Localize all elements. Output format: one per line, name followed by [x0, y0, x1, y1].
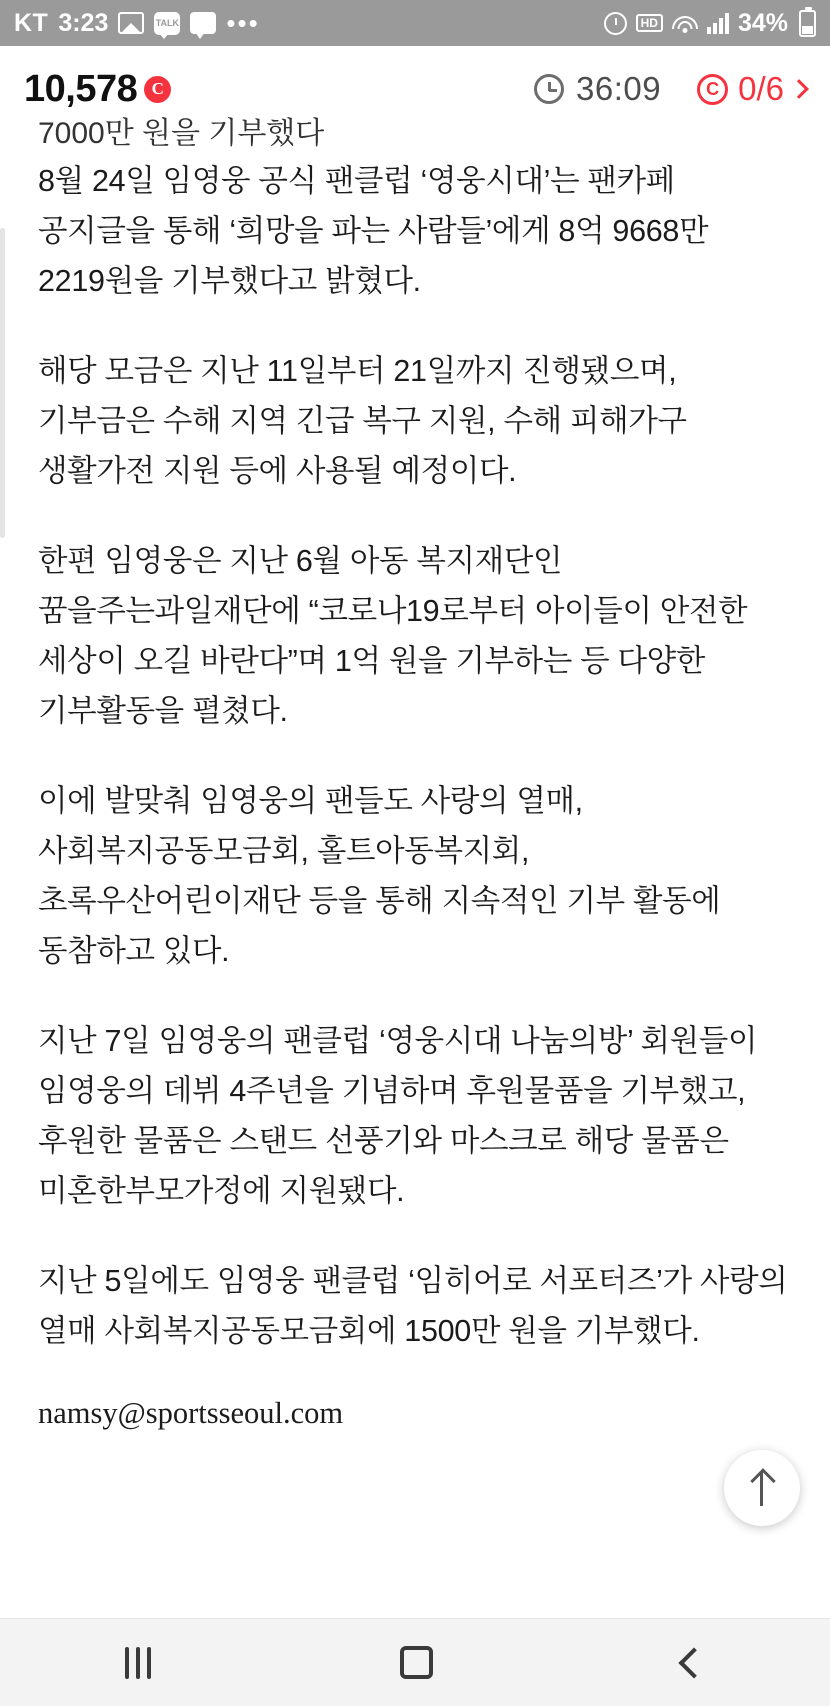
article-paragraph: 지난 7일 임영웅의 팬클럽 ‘영웅시대 나눔의방’ 회원들이 임영웅의 데뷔 4주년을 기념하며 후원물품을 기부했고, 후원한 물품은 스탠드 선풍기와 마스크로 해당 물품은 미혼한부모가정에 지원됐다. — [38, 1024, 758, 1208]
photo-icon — [118, 12, 144, 34]
more-dots-icon: ••• — [226, 8, 260, 38]
points-display[interactable] — [24, 68, 171, 111]
cash-badge-icon: C — [144, 76, 171, 103]
points-value: 10,578 — [24, 67, 138, 110]
article-clipped-line: 7000만 원을 기부했다 — [38, 117, 325, 150]
article-paragraph: 한편 임영웅은 지난 6월 아동 복지재단인 꿈을주는과일재단에 “코로나19로부터 아이들이 안전한 세상이 오길 바란다”며 1억 원을 기부하는 등 다양한 기부활동을 펼쳤다. — [38, 544, 748, 728]
message-icon — [190, 12, 216, 34]
article-paragraph: 해당 모금은 지난 11일부터 21일까지 진행됐으며, 기부금은 수해 지역 긴급 복구 지원, 수해 피해가구 생활가전 지원 등에 사용될 예정이다. — [38, 354, 687, 488]
signal-icon — [707, 12, 729, 34]
article-paragraph: 지난 5일에도 임영웅 팬클럽 ‘임히어로 서포터즈’가 사랑의 열매 사회복지공동모금회에 1500만 원을 기부했다. — [38, 1264, 788, 1348]
back-icon[interactable] — [679, 1647, 710, 1678]
reward-counter[interactable] — [697, 70, 806, 108]
status-bar-right — [604, 9, 816, 38]
wifi-icon — [672, 13, 698, 33]
article-author-email[interactable]: namsy@sportsseoul.com — [38, 1396, 344, 1430]
article-paragraph: 이에 발맞춰 임영웅의 팬들도 사랑의 열매, 사회복지공동모금회, 홀트아동복지회, 초록우산어린이재단 등을 통해 지속적인 기부 활동에 동참하고 있다. — [38, 784, 721, 968]
kakaotalk-icon-label: TALK — [154, 12, 180, 35]
hd-icon: HD — [636, 14, 663, 32]
counter-value: 0/6 — [738, 70, 784, 107]
scrollbar[interactable] — [0, 228, 5, 538]
carrier-label: KT — [14, 8, 49, 37]
alarm-icon — [604, 12, 627, 35]
cash-plus-icon: C — [697, 74, 728, 105]
system-navigation-bar — [0, 1618, 830, 1706]
kakaotalk-icon — [154, 12, 180, 35]
battery-icon — [799, 10, 816, 37]
reward-timer — [534, 70, 661, 108]
timer-value: 36:09 — [576, 70, 662, 107]
status-bar-clock: 3:23 — [58, 8, 109, 37]
home-icon[interactable] — [400, 1646, 433, 1679]
status-bar — [0, 0, 830, 46]
battery-percent-label: 34% — [737, 8, 788, 37]
app-header-right — [534, 70, 806, 108]
arrow-up-icon — [749, 1470, 775, 1506]
chevron-right-icon — [789, 79, 809, 99]
scroll-to-top-button[interactable] — [724, 1450, 800, 1526]
clock-icon — [534, 74, 564, 104]
status-bar-left — [14, 9, 604, 38]
article-paragraph: 8월 24일 임영웅 공식 팬클럽 ‘영웅시대’는 팬카페 공지글을 통해 ‘희망을 파는 사람들’에게 8억 9668만 2219원을 기부했다고 밝혔다. — [38, 164, 709, 298]
recent-apps-icon[interactable] — [125, 1647, 151, 1679]
article-content[interactable] — [0, 117, 830, 1618]
